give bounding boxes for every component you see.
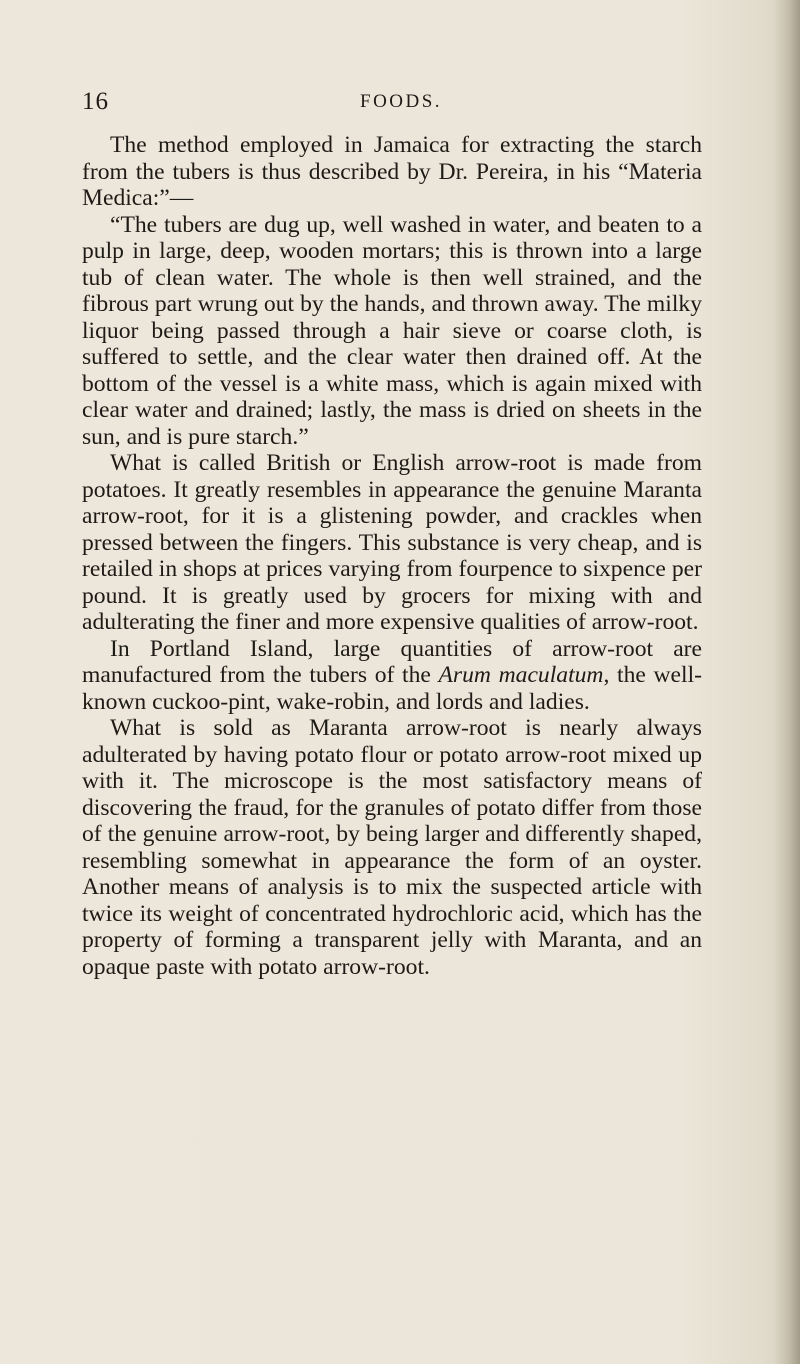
paragraph-adulteration: What is sold as Maranta arrow-root is nearly always adulterated by having potato flour or potato arrow-root mixed up with it. The microscope is the most satisfactory means of discovering the fraud, for the granules of potato differ from those of the genuine arrow-root, by being larger and differently shaped, resembling somewhat in appearance the form of an oyster. Another means of analysis is to mix the suspected article with twice its weight of concentrated hydrochloric acid, which has the property of forming a transparent jelly with Maranta, and an opaque paste with potato arrow-root. [82,715,702,980]
paragraph-quotation: “The tubers are dug up, well washed in water, and beaten to a pulp in large, deep, wooden mortars; this is thrown into a large tub of clean water. The whole is then well strained, and the fibrous part wrung out by the hands, and thrown away. The milky liquor being passed through a hair sieve or coarse cloth, is suffered to settle, and the clear water then drained off. At the bottom of the vessel is a white mass, which is again mixed with clear water and drained; lastly, the mass is dried on sheets in the sun, and is pure starch.” [82,211,702,450]
running-head: FOODS. [360,91,443,112]
page-header [82,88,702,118]
paragraph-portland-text-a: In Portland Island, large quantities of arrow-root are manufactured from the tubers of the [82,635,702,688]
page-edge-shadow [774,0,800,1364]
paragraph-portland-text-b: , the well-known cuckoo-pint, wake-robin, and lords and ladies. [82,662,702,715]
paragraph-british-arrow-root: What is called British or English arrow-root is made from potatoes. It greatly resembles in appearance the genuine Maranta arrow-root, for it is a glistening powder, and crackles when pressed between the fingers. This substance is very cheap, and is retailed in shops at prices varying from fourpence to sixpence per pound. It is greatly used by grocers for mixing with and adulterating the finer and more expensive qualities of arrow-root. [82,450,702,635]
paragraph-intro: The method employed in Jamaica for extracting the starch from the tubers is thus described by Dr. Pereira, in his “Materia Medica:”— [82,132,702,211]
body-text [82,132,702,980]
paragraph-portland-island [82,636,702,716]
page-number: 16 [82,88,109,115]
species-name: Arum maculatum [438,662,604,688]
